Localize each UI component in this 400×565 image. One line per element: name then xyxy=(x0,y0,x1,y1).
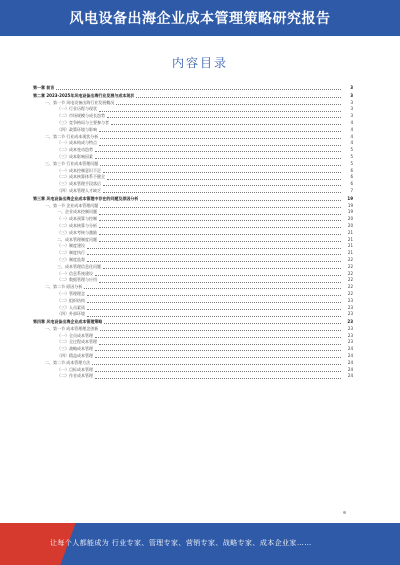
toc-entry-page: 24 xyxy=(347,346,353,352)
toc-entry-title: （四）外部环境 xyxy=(57,311,85,317)
toc-entry-title: （一）目标成本管理 xyxy=(57,366,93,372)
toc-leader-dots xyxy=(95,337,341,338)
toc-entry-title: （二）全过程成本管理 xyxy=(57,339,97,345)
toc-leader-dots xyxy=(87,261,341,262)
toc-entry-title: 一、第一节 风电设备出海行业发展概况 xyxy=(45,99,115,105)
toc-entry-title: （三）竞争格局与主要参与者 xyxy=(57,119,109,125)
toc-entry-page: 22 xyxy=(347,277,353,283)
toc-entry-page: 20 xyxy=(347,222,353,228)
toc-leader-dots xyxy=(95,350,341,351)
toc-leader-dots xyxy=(99,220,341,221)
toc-leader-dots xyxy=(87,254,341,255)
toc-leader-dots xyxy=(99,344,341,345)
toc-entry-title: 一、第一节 成本管理理念创新 xyxy=(45,325,99,331)
toc-entry[interactable] xyxy=(33,250,353,257)
toc-entry[interactable] xyxy=(33,120,353,127)
toc-entry[interactable] xyxy=(33,333,353,340)
toc-leader-dots xyxy=(100,330,341,331)
toc-entry-title: 第四章 风电设备出海企业成本管理策略 xyxy=(33,319,103,325)
toc-entry-page: 3 xyxy=(350,85,353,90)
toc-entry[interactable] xyxy=(33,367,353,374)
toc-entry-page: 22 xyxy=(347,290,353,296)
toc-leader-dots xyxy=(95,158,341,159)
toc-entry-page: 24 xyxy=(347,359,353,365)
toc-leader-dots xyxy=(107,179,341,180)
toc-entry[interactable] xyxy=(33,100,353,107)
toc-entry-page: 6 xyxy=(350,167,353,173)
toc-entry-title: （一）管理理念 xyxy=(57,290,85,296)
toc-leader-dots xyxy=(95,357,341,358)
toc-leader-dots xyxy=(92,364,341,365)
toc-leader-dots xyxy=(99,282,341,283)
toc-leader-dots xyxy=(87,295,341,296)
toc-entry[interactable] xyxy=(33,196,353,203)
toc-entry-page: 21 xyxy=(347,229,353,235)
toc-entry[interactable] xyxy=(33,326,353,333)
toc-entry-page: 19 xyxy=(347,202,353,208)
toc-entry-title: 二、第二节 原因分析 xyxy=(45,284,83,290)
toc-leader-dots xyxy=(87,302,341,303)
toc-entry-title: 第三章 风电设备出海企业成本管理中存在的问题及原因分析 xyxy=(33,195,139,201)
toc-leader-dots xyxy=(99,131,341,132)
toc-entry-page: 4 xyxy=(350,133,353,139)
toc-leader-dots xyxy=(95,378,341,379)
toc-entry-page: 19 xyxy=(347,209,353,215)
toc-entry-page: 21 xyxy=(347,243,353,249)
toc-entry-title: 三、第三节 行业成本管理问题 xyxy=(45,160,99,166)
toc-entry[interactable] xyxy=(33,209,353,216)
toc-entry-title: （一）全员成本管理 xyxy=(57,332,93,338)
toc-entry[interactable] xyxy=(33,106,353,113)
toc-entry-title: （三）成本影响因素 xyxy=(57,153,93,159)
toc-entry-title: 二、成本管理制度问题 xyxy=(57,236,97,242)
toc-entry-title: （一）成本控制意识不足 xyxy=(57,167,101,173)
toc-entry-page: 22 xyxy=(347,256,353,262)
toc-leader-dots xyxy=(87,248,341,249)
toc-entry-page: 23 xyxy=(347,297,353,303)
toc-entry-page: 6 xyxy=(350,181,353,187)
toc-leader-dots xyxy=(99,241,341,242)
toc-entry[interactable] xyxy=(33,161,353,168)
toc-leader-dots xyxy=(99,227,341,228)
toc-entry[interactable] xyxy=(33,147,353,154)
toc-leader-dots xyxy=(84,288,341,289)
toc-entry-title: （二）作业成本管理 xyxy=(57,373,93,379)
toc-entry-page: 23 xyxy=(347,332,353,338)
toc-entry-title: （二）制度执行 xyxy=(57,250,85,256)
toc-entry[interactable] xyxy=(33,85,353,92)
toc-entry-title: （三）制度监督 xyxy=(57,256,85,262)
toc-entry-title: （三）战略成本管理 xyxy=(57,346,93,352)
toc-entry-page: 5 xyxy=(350,153,353,159)
toc-entry-page: 4 xyxy=(350,126,353,132)
toc-entry-title: （二）成本核算与分析 xyxy=(57,222,97,228)
toc-entry-page: 24 xyxy=(347,373,353,379)
toc-leader-dots xyxy=(87,309,341,310)
toc-entry-page: 5 xyxy=(350,160,353,166)
toc-entry[interactable] xyxy=(33,203,353,210)
toc-entry-page: 3 xyxy=(350,92,353,98)
toc-entry-page: 3 xyxy=(350,99,353,105)
toc-entry-title: 第二章 2023-2025年风电设备出海行业发展与成本现状 xyxy=(33,92,135,98)
toc-entry[interactable] xyxy=(33,271,353,278)
toc-entry[interactable] xyxy=(33,353,353,360)
toc-leader-dots xyxy=(99,234,341,235)
toc-entry-title: 二、第二节 行业成本现状分析 xyxy=(45,133,99,139)
toc-entry-title: （一）成本预算与控制 xyxy=(57,216,97,222)
toc-heading: 内容目录 xyxy=(171,56,228,70)
toc-entry-page: 23 xyxy=(347,319,353,325)
toc-leader-dots xyxy=(116,104,341,105)
toc-entry-title: 一、第一节 企业成本管理问题 xyxy=(45,202,99,208)
toc-entry[interactable] xyxy=(33,277,353,284)
toc-leader-dots xyxy=(100,138,341,139)
toc-entry[interactable] xyxy=(33,113,353,120)
toc-entry-page: 24 xyxy=(347,366,353,372)
toc-leader-dots xyxy=(95,275,341,276)
toc-entry[interactable] xyxy=(33,298,353,305)
toc-entry-title: （四）成本管理人才缺乏 xyxy=(57,187,101,193)
toc-leader-dots xyxy=(103,172,341,173)
toc-entry-title: （二）成本变动趋势 xyxy=(57,147,93,153)
toc-entry-title: （四）政策环境与影响 xyxy=(57,126,97,132)
toc-entry[interactable] xyxy=(33,284,353,291)
toc-leader-dots xyxy=(99,145,341,146)
toc-leader-dots xyxy=(103,268,341,269)
toc-entry-page: 19 xyxy=(347,195,353,201)
toc-entry[interactable] xyxy=(33,140,353,147)
toc-entry-title: 二、第二节 成本管理方法 xyxy=(45,359,91,365)
table-of-contents xyxy=(33,84,353,516)
toc-entry-title: （三）人员素质 xyxy=(57,304,85,310)
toc-entry-title: （一）成本构成与特点 xyxy=(57,140,97,146)
toc-entry-page: 21 xyxy=(347,236,353,242)
toc-entry[interactable] xyxy=(33,339,353,346)
toc-entry[interactable] xyxy=(33,311,353,318)
toc-entry-title: （三）成本考核与激励 xyxy=(57,229,97,235)
toc-leader-dots xyxy=(100,207,341,208)
toc-entry-page: 21 xyxy=(347,250,353,256)
toc-entry[interactable] xyxy=(33,181,353,188)
toc-leader-dots xyxy=(103,192,341,193)
toc-leader-dots xyxy=(103,185,341,186)
toc-entry-title: （二）成本核算体系不健全 xyxy=(57,174,105,180)
report-header xyxy=(0,0,400,36)
toc-entry-title: （二）数据管理与应用 xyxy=(57,277,97,283)
toc-entry-title: （三）成本管理手段落后 xyxy=(57,181,101,187)
toc-entry[interactable] xyxy=(33,230,353,237)
toc-leader-dots xyxy=(95,151,341,152)
toc-entry-title: 一、企业成本控制问题 xyxy=(57,209,97,215)
toc-entry[interactable] xyxy=(33,373,353,380)
toc-entry-page: 4 xyxy=(350,140,353,146)
toc-leader-dots xyxy=(99,214,341,215)
toc-entry-page: 20 xyxy=(347,216,353,222)
toc-leader-dots xyxy=(95,371,341,372)
toc-entry[interactable] xyxy=(33,188,353,195)
toc-leader-dots xyxy=(99,111,341,112)
toc-entry[interactable] xyxy=(33,237,353,244)
toc-entry-page: 4 xyxy=(350,119,353,125)
toc-entry-page: 6 xyxy=(350,174,353,180)
toc-entry-page: 23 xyxy=(347,304,353,310)
toc-leader-dots xyxy=(104,323,341,324)
toc-entry-page: 22 xyxy=(347,263,353,269)
page-number-marker xyxy=(343,511,346,514)
toc-entry[interactable] xyxy=(33,257,353,264)
toc-entry[interactable] xyxy=(33,168,353,175)
toc-entry[interactable] xyxy=(33,174,353,181)
toc-leader-dots xyxy=(100,165,341,166)
toc-entry-page: 24 xyxy=(347,353,353,359)
toc-entry[interactable] xyxy=(33,291,353,298)
toc-entry[interactable] xyxy=(33,127,353,134)
toc-leader-dots xyxy=(107,117,341,118)
toc-entry[interactable] xyxy=(33,319,353,326)
toc-entry[interactable] xyxy=(33,264,353,271)
toc-leader-dots xyxy=(111,124,341,125)
toc-leader-dots xyxy=(87,316,341,317)
toc-entry-page: 22 xyxy=(347,270,353,276)
toc-entry[interactable] xyxy=(33,154,353,161)
toc-entry[interactable] xyxy=(33,305,353,312)
toc-entry-title: （四）精益成本管理 xyxy=(57,353,93,359)
toc-entry[interactable] xyxy=(33,223,353,230)
toc-entry[interactable] xyxy=(33,243,353,250)
toc-entry-page: 7 xyxy=(350,187,353,193)
report-footer xyxy=(0,523,400,565)
toc-entry-title: （二）组织结构 xyxy=(57,297,85,303)
toc-entry-page: 3 xyxy=(350,106,353,112)
toc-entry[interactable] xyxy=(33,93,353,100)
toc-entry-title: （一）制度建设 xyxy=(57,243,85,249)
footer-slogan: 让每个人都能成为 行业专家、管理专家、营销专家、战略专家、成本企业家…… xyxy=(50,539,312,547)
toc-entry-page: 23 xyxy=(347,311,353,317)
toc-entry-title: 第一章 前言 xyxy=(33,85,55,90)
toc-entry-page: 23 xyxy=(347,339,353,345)
toc-leader-dots xyxy=(56,89,341,90)
toc-entry[interactable] xyxy=(33,360,353,367)
report-title: 风电设备出海企业成本管理策略研究报告 xyxy=(69,11,331,27)
toc-entry-title: （二）市场规模与成长趋势 xyxy=(57,113,105,119)
toc-leader-dots xyxy=(136,97,341,98)
toc-entry[interactable] xyxy=(33,134,353,141)
toc-entry-title: 三、成本管理信息化问题 xyxy=(57,263,101,269)
toc-entry-title: （一）行业历程与现状 xyxy=(57,106,97,112)
toc-entry-page: 3 xyxy=(350,113,353,119)
toc-entry[interactable] xyxy=(33,346,353,353)
toc-entry-page: 5 xyxy=(350,147,353,153)
toc-entry-page: 22 xyxy=(347,284,353,290)
toc-entry-page: 23 xyxy=(347,325,353,331)
toc-entry-title: （一）信息系统建设 xyxy=(57,270,93,276)
toc-entry[interactable] xyxy=(33,216,353,223)
toc-leader-dots xyxy=(140,200,341,201)
